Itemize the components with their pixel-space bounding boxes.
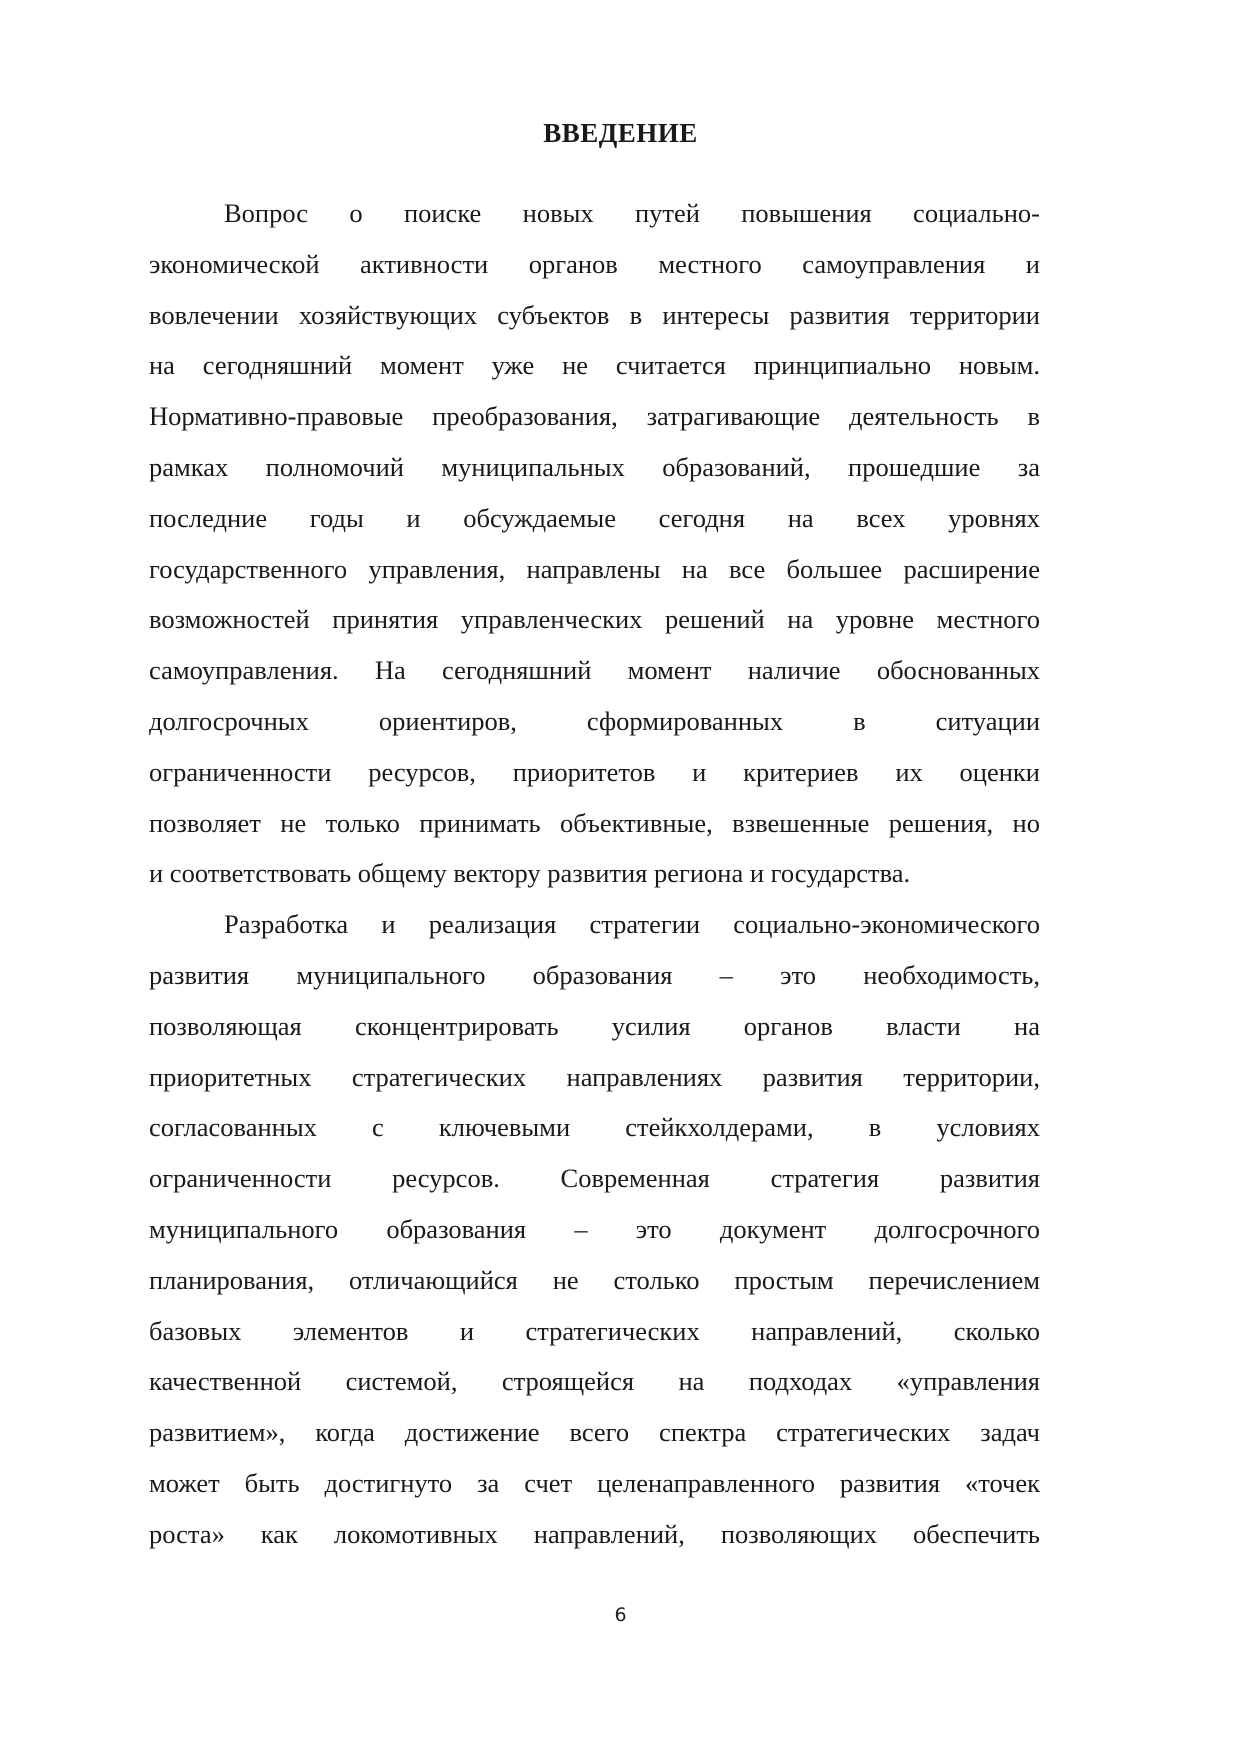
text-line: роста» как локомотивных направлений, позволяющих обеспечить (149, 1518, 1040, 1549)
text-line: государственного управления, направлены на все большее расширение (149, 553, 1040, 584)
text-line: планирования, отличающийся не столько простым перечислением (149, 1264, 1040, 1295)
text-line: приоритетных стратегических направлениях развития территории, (149, 1061, 1040, 1092)
section-heading: ВВЕДЕНИЕ (543, 118, 698, 148)
text-line: возможностей принятия управленческих решений на уровне местного (149, 604, 1040, 635)
body-text (149, 191, 1040, 1563)
text-line: Разработка и реализация стратегии социально-экономического (224, 909, 1040, 940)
text-line: самоуправления. На сегодняшний момент наличие обоснованных (149, 655, 1040, 686)
text-line: ограниченности ресурсов. Современная стратегия развития (149, 1163, 1040, 1194)
text-line: позволяющая сконцентрировать усилия органов власти на (149, 1010, 1040, 1041)
text-line: согласованных с ключевыми стейкхолдерами, в условиях (149, 1112, 1040, 1143)
text-line: базовых элементов и стратегических направлений, сколько (149, 1315, 1040, 1346)
text-line: может быть достигнуто за счет целенаправленного развития «точек (149, 1467, 1040, 1498)
text-line: рамках полномочий муниципальных образований, прошедшие за (149, 451, 1040, 482)
text-line: на сегодняшний момент уже не считается принципиально новым. (149, 350, 1040, 381)
text-line: позволяет не только принимать объективные, взвешенные решения, но (149, 807, 1040, 838)
text-line: Вопрос о поиске новых путей повышения социально- (224, 198, 1040, 228)
text-line: и соответствовать общему вектору развития региона и государства. (149, 858, 911, 889)
text-line: последние годы и обсуждаемые сегодня на всех уровнях (149, 502, 1040, 533)
text-line: качественной системой, строящейся на подходах «управления (149, 1366, 1040, 1397)
text-line: вовлечении хозяйствующих субъектов в интересы развития территории (149, 299, 1040, 330)
text-line: муниципального образования – это документ долгосрочного (149, 1213, 1040, 1244)
text-line: Нормативно-правовые преобразования, затрагивающие деятельность в (149, 401, 1040, 432)
text-line: ограниченности ресурсов, приоритетов и критериев их оценки (149, 756, 1040, 787)
text-line: развитием», когда достижение всего спектра стратегических задач (149, 1417, 1040, 1448)
text-line: экономической активности органов местного самоуправления и (149, 248, 1040, 279)
text-line: долгосрочных ориентиров, сформированных в ситуации (149, 705, 1040, 736)
page-number: 6 (614, 1604, 627, 1626)
text-line: развития муниципального образования – это необходимость, (149, 959, 1040, 990)
